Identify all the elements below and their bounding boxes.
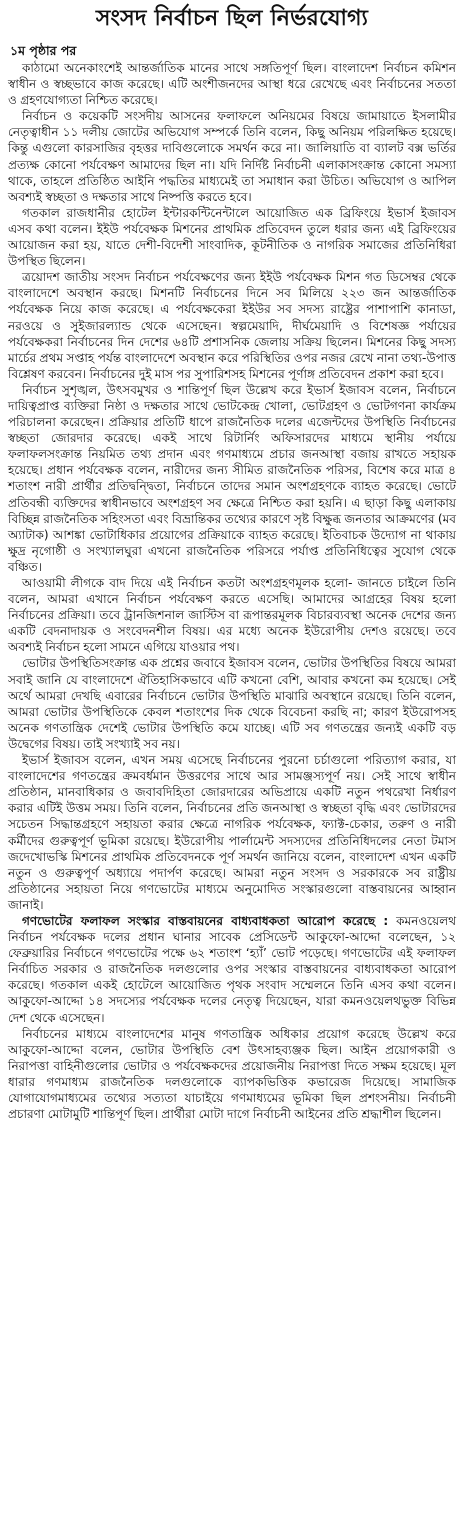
body-paragraph: নির্বাচন ও কয়েকটি সংসদীয় আসনের ফলাফলে অনিয়মের বিষয়ে জামায়াতে ইসলামীর নেতৃত্বাধীন ১১ দলীয় জোটের অভিযোগ সম্পর্কে তিনি বলেন, কিছু অনিয়ম পরিলক্ষিত হয়েছে। কিন্তু এগুলো কারসাজির বৃহত্তর দাবিগুলোকে সমর্থন করে না। জালিয়াতি বা ব্যালট বক্স ভর্তির প্রত্যক্ষ কোনো পর্যবেক্ষণ আমাদের ছিল না। যদি নির্দিষ্ট নির্বাচনী এলাকাসংক্রান্ত কোনো সমস্যা থাকে, তাহলে প্রতিষ্ঠিত আইনি পদ্ধতির মাধ্যমেই তা সমাধান করা উচিত। অভিযোগ ও আপিল অবশ্যই স্বচ্ছতা ও দক্ষতার সাথে নিষ্পত্তি করতে হবে।: [8, 109, 456, 204]
body-paragraph: ত্রয়োদশ জাতীয় সংসদ নির্বাচন পর্যবেক্ষণের জন্য ইইউ পর্যবেক্ষক মিশন গত ডিসেম্বর থেকে বাংলাদেশে অবস্থান করছে। মিশনটি নির্বাচনের দিনে সব মিলিয়ে ২২৩ জন আন্তর্জাতিক পর্যবেক্ষক নিয়ে কাজ করেছে। এ পর্যবেক্ষকেরা ইইউর সব সদস্য রাষ্ট্রের পাশাপাশি কানাডা, নরওয়ে ও সুইজারল্যান্ড থেকে এসেছেন। স্বল্পমেয়াদি, দীর্ঘমেয়াদি ও বিশেষজ্ঞ পর্যায়ের পর্যবেক্ষকরা নির্বাচনের দিন দেশের ৬৪টি প্রশাসনিক জেলায় সক্রিয় ছিলেন। মিশনের কিছু সদস্য মার্চের প্রথম সপ্তাহ পর্যন্ত বাংলাদেশে অবস্থান করে পরিস্থিতির ওপর নজর রেখে নানা তথ্য-উপাত্ত বিশ্লেষণ করবেন। নির্বাচনের দুই মাস পর সুপারিশসহ মিশনের পূর্ণাঙ্গ প্রতিবেদন প্রকাশ করা হবে।: [8, 270, 456, 381]
body-paragraph: গতকাল রাজধানীর হোটেল ইন্টারকন্টিনেন্টালে আয়োজিত এক ব্রিফিংয়ে ইভার্স ইজাবস এসব কথা বলেন। ইইউ পর্যবেক্ষক মিশনের প্রাথমিক প্রতিবেদন তুলে ধরার জন্য এই ব্রিফিংয়ের আয়োজন করা হয়, যাতে দেশী-বিদেশী সাংবাদিক, কূটনীতিক ও নাগরিক সমাজের প্রতিনিধিরা উপস্থিত ছিলেন।: [8, 205, 456, 269]
continued-from-page-one: ১ম পৃষ্ঠার পর: [10, 43, 77, 58]
body-paragraph: নির্বাচনের মাধ্যমে বাংলাদেশের মানুষ গণতান্ত্রিক অধিকার প্রয়োগ করেছে উল্লেখ করে আকুফো-আদ্দো বলেন, ভোটার উপস্থিতি বেশ উৎসাহব্যঞ্জক ছিল। আইন প্রয়োগকারী ও নিরাপত্তা বাহিনীগুলোর ভোটার ও পর্যবেক্ষকদের প্রয়োজনীয় নিরাপত্তা দিতে সক্ষম হয়েছে। মূল ধারার গণমাধ্যম রাজনৈতিক দলগুলোকে ব্যাপকভিত্তিক কভারেজ দিয়েছে। সামাজিক যোগাযোগমাধ্যমের তথ্যের সত্যতা যাচাইয়ে গণমাধ্যমের ভূমিকা ছিল প্রশংসনীয়। নির্বাচনী প্রচারণা মোটামুটি শান্তিপূর্ণ ছিল। প্রার্থীরা মোটা দাগে নির্বাচনী আইনের প্রতি শ্রদ্ধাশীল ছিলেন।: [8, 1026, 456, 1122]
headline: সংসদ নির্বাচন ছিল নির্ভরযোগ্য: [95, 6, 369, 31]
body-paragraph: কাঠামো অনেকাংশেই আন্তর্জাতিক মানের সাথে সঙ্গতিপূর্ণ ছিল। বাংলাদেশ নির্বাচন কমিশন স্বাধীন ও স্বচ্ছভাবে কাজ করেছে। এটি অংশীজনদের আস্থা ধরে রেখেছে এবং নির্বাচনের সততা ও গ্রহণযোগ্যতা নিশ্চিত করেছে।: [8, 61, 456, 108]
subhead-paragraph: [8, 913, 456, 1026]
body-paragraph: ভোটার উপস্থিতিসংক্রান্ত এক প্রশ্নের জবাবে ইজাবস বলেন, ভোটার উপস্থিতির বিষয়ে আমরা সবাই জানি যে বাংলাদেশে ঐতিহাসিকভাবে এটি কখনো বেশি, আবার কখনো কম হয়েছে। সেই অর্থে আমরা দেখছি এবারের নির্বাচনে ভোটার উপস্থিতি মাঝারি অবস্থানে রয়েছে। তিনি বলেন, আমরা ভোটার উপস্থিতিকে কেবল শতাংশের দিক থেকে বিবেচনা করছি না; কারণ ইউরোপসহ অনেক গণতান্ত্রিক দেশেই ভোটার উপস্থিতি কমে যাচ্ছে। এটি সব গণতন্ত্রের জন্যই একটি বড় উদ্বেগের বিষয়। তাই সংখ্যাই সব নয়।: [8, 656, 456, 751]
article-body: [8, 60, 456, 1122]
body-paragraph: ইভার্স ইজাবস বলেন, এখন সময় এসেছে নির্বাচনের পুরনো চর্চাগুলো পরিত্যাগ করার, যা বাংলাদেশের গণতন্ত্রের ক্রমবর্ধমান উত্তরণের সাথে আর সামঞ্জস্যপূর্ণ নয়। সেই সাথে স্বাধীন প্রতিষ্ঠান, মানবাধিকার ও জবাবদিহিতা জোরদারের অভিপ্রায়ে একটি নতুন পথরেখা নির্ধারণ করার এটিই উত্তম সময়। তিনি বলেন, নির্বাচনের প্রতি জনআস্থা ও স্বচ্ছতা বৃদ্ধি এবং ভোটারদের সচেতন সিদ্ধান্তগ্রহণে সহায়তা করার ক্ষেত্রে নাগরিক পর্যবেক্ষক, ফ্যাক্ট-চেকার, তরুণ ও নারী কর্মীদের গুরুত্বপূর্ণ ভূমিকা রয়েছে। ইউরোপীয় পার্লামেন্ট সদস্যদের প্রতিনিধিদলের নেতা টমাস জদেখোভস্কি মিশনের প্রাথমিক প্রতিবেদনকে পূর্ণ সমর্থন জানিয়ে বলেন, বাংলাদেশ এখন একটি নতুন ও গুরুত্বপূর্ণ অধ্যায়ে পদার্পণ করেছে। আমরা নতুন সংসদ ও সরকারকে সব রাষ্ট্রীয় প্রতিষ্ঠানের সহায়তা নিয়ে গণভোটের মাধ্যমে অনুমোদিত সংস্কারগুলো বাস্তবায়নের আহ্বান জানাই।: [8, 753, 456, 912]
body-paragraph: নির্বাচন সুশৃঙ্খল, উৎসবমুখর ও শান্তিপূর্ণ ছিল উল্লেখ করে ইভার্স ইজাবস বলেন, নির্বাচনে দায়িত্বপ্রাপ্ত ব্যক্তিরা নিষ্ঠা ও দক্ষতার সাথে ভোটকেন্দ্র খোলা, ভোটগ্রহণ ও ভোটগণনা কার্যক্রম পরিচালনা করেছেন। প্রক্রিয়ার প্রতিটি ধাপে রাজনৈতিক দলের এজেন্টদের উপস্থিতি নির্বাচনের স্বচ্ছতা জোরদার করেছে। একই সাথে রিটার্নিং অফিসারদের মাধ্যমে স্থানীয় পর্যায়ে ফলাফলসংক্রান্ত নিয়মিত তথ্য প্রদান এবং গণমাধ্যমে প্রচার জনআস্থা বজায় রাখতে সহায়ক হয়েছে। প্রধান পর্যবেক্ষক বলেন, নারীদের জন্য সীমিত রাজনৈতিক পরিসর, বিশেষ করে মাত্র ৪ শতাংশ নারী প্রার্থীর প্রতিদ্বন্দ্বিতা, নির্বাচনে তাদের সমান অংশগ্রহণকে ব্যাহত করেছে। ভোটে প্রতিবন্ধী ব্যক্তিদের স্বাধীনভাবে অংশগ্রহণ সব ক্ষেত্রে নিশ্চিত করা হয়নি। এ ছাড়া কিছু এলাকায় বিচ্ছিন্ন রাজনৈতিক সহিংসতা এবং বিভ্রান্তিকর তথ্যের কারণে সৃষ্ট বিক্ষুব্ধ জনতার আক্রমণের (মব অ্যাটাক) আশঙ্কা ভোটাধিকার প্রয়োগের প্রক্রিয়াকে ব্যাহত করেছে। ইতিবাচক উদ্যোগ না থাকায় ক্ষুদ্র নৃগোষ্ঠী ও সংখ্যালঘুরা এখনো রাজনৈতিক পরিসরে পর্যাপ্ত প্রতিনিধিত্বের সুযোগ থেকে বঞ্চিত।: [8, 382, 456, 574]
body-paragraph: আওয়ামী লীগকে বাদ দিয়ে এই নির্বাচন কতটা অংশগ্রহণমূলক হলো- জানতে চাইলে তিনি বলেন, আমরা এখানে নির্বাচন পর্যবেক্ষণ করতে এসেছি। আমাদের আগ্রহের বিষয় হলো নির্বাচনের প্রক্রিয়া। তবে ট্রানজিশনাল জাস্টিস বা রূপান্তরমূলক বিচারব্যবস্থা অনেক দেশের জন্য একটি বেদনাদায়ক ও সংবেদনশীল বিষয়। এর মধ্যে অনেক ইউরোপীয় দেশও রয়েছে। তবে অবশ্যই নির্বাচন হলো সামনে এগিয়ে যাওয়ার পথ।: [8, 576, 456, 655]
subhead: গণভোটের ফলাফল সংস্কার বাস্তবায়নের বাধ্যবাধকতা আরোপ করেছে :: [22, 913, 389, 928]
subhead-paragraph-text: কমনওয়েলথ নির্বাচন পর্যবেক্ষক দলের প্রধান ঘানার সাবেক প্রেসিডেন্ট আকুফো-আদ্দো বলেছেন, ১২ ফেব্রুয়ারির নির্বাচনে গণভোটের পক্ষে ৬২ শতাংশ ‘হ্যাঁ’ ভোট পড়েছে। গণভোটের এই ফলাফল নির্বাচিত সরকার ও রাজনৈতিক দলগুলোর ওপর সংস্কার বাস্তবায়নের বাধ্যবাধকতা আরোপ করেছে। গতকাল একই হোটেলে আয়োজিত পৃথক সংবাদ সম্মেলনে তিনি এসব কথা বলেন। আকুফো-আদ্দো ১৪ সদস্যের পর্যবেক্ষক দলের নেতৃত্ব দিয়েছেন, যারা কমনওয়েলথভুক্ত বিভিন্ন দেশ থেকে এসেছেন।: [8, 913, 456, 1025]
